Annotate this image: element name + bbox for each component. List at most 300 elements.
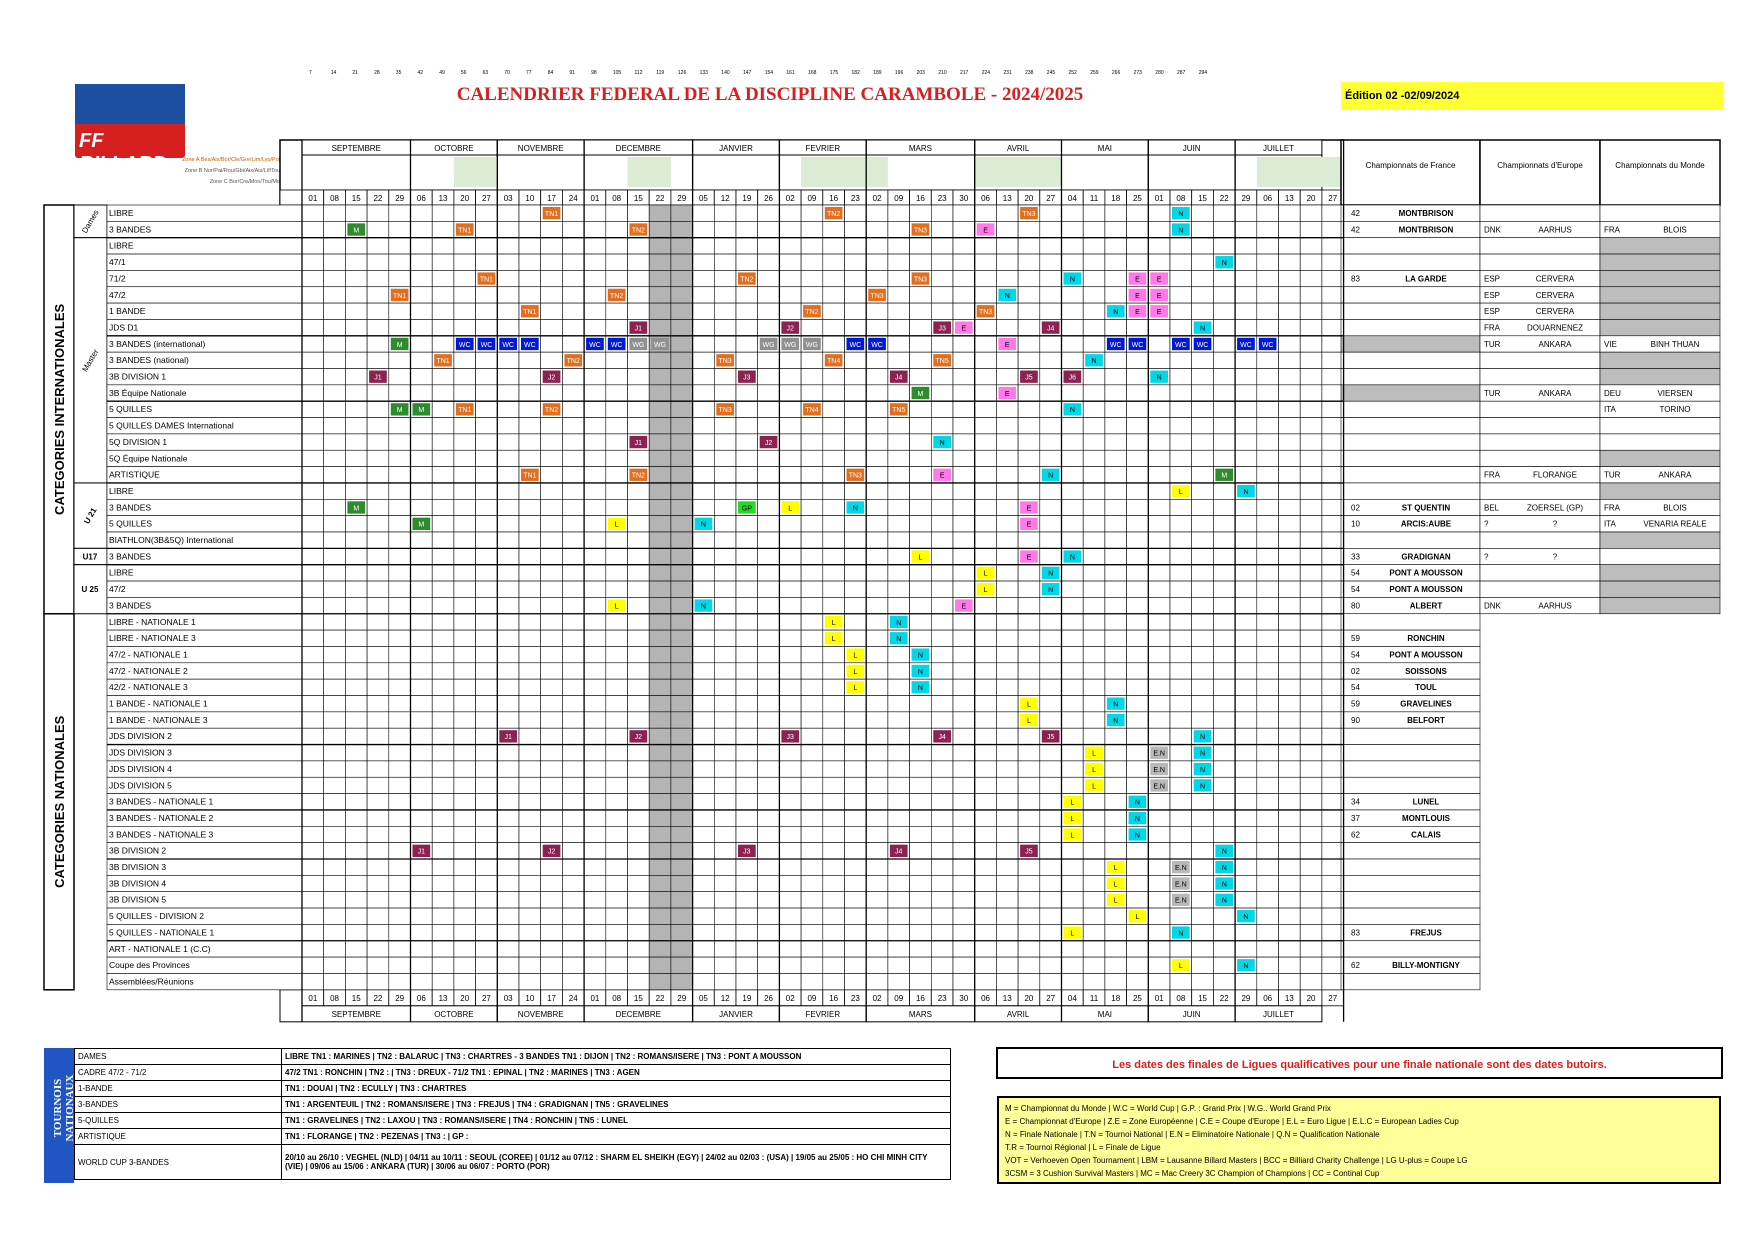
grid-cell [541,924,563,940]
grid-cell [866,499,888,515]
grid-cell [1322,369,1344,385]
grid-cell [1257,254,1279,270]
day-label: 13 [438,194,448,203]
grid-cell [1322,548,1344,564]
grid-cell [1127,516,1149,532]
grid-cell [1235,385,1257,401]
grid-cell [1300,973,1322,989]
grid-cell [1300,859,1322,875]
grid-cell [562,630,584,646]
event-label: WC [849,341,862,349]
grid-cell [432,369,454,385]
grid-cell [779,630,801,646]
grid-cell [454,728,476,744]
grid-cell [1018,826,1040,842]
grid-cell [1105,270,1127,286]
grid-cell [454,745,476,761]
grid-cell [1279,924,1301,940]
grid-cell [1018,450,1040,466]
top-number: 14 [330,70,337,76]
grid-cell [606,499,628,515]
day-label: 27 [1046,993,1056,1003]
grid-cell [367,696,389,712]
grid-cell [345,418,367,434]
grid-cell [693,859,715,875]
event-label: N [939,439,945,447]
day-label: 20 [1306,993,1316,1003]
grid-cell [845,418,867,434]
grid-cell [302,973,324,989]
grid-cell [1105,663,1127,679]
row-name: LIBRE [109,240,134,251]
event-label: TN2 [544,407,559,415]
grid-cell [649,516,671,532]
grid-cell [910,418,932,434]
grid-cell [1062,483,1084,499]
monde-cell [1600,205,1720,221]
grid-cell [758,238,780,254]
grid-cell [953,499,975,515]
grid-cell [519,892,541,908]
grid-cell [931,646,953,662]
grid-cell [779,581,801,597]
grid-cell [1083,712,1105,728]
grid-cell [823,794,845,810]
grid-cell [1062,679,1084,695]
grid-cell [823,499,845,515]
grid-cell [1170,434,1192,450]
grid-cell [302,614,324,630]
grid-cell [476,450,498,466]
grid-cell [1279,614,1301,630]
grid-cell [1083,597,1105,613]
grid-cell [910,287,932,303]
grid-cell [411,303,433,319]
grid-cell [324,548,346,564]
grid-cell [823,761,845,777]
grid-cell [801,908,823,924]
grid-cell [649,892,671,908]
grid-cell [910,238,932,254]
grid-cell [1040,499,1062,515]
grid-cell [801,369,823,385]
grid-cell [1322,892,1344,908]
grid-cell [367,810,389,826]
top-number: 42 [417,70,424,76]
grid-cell [801,826,823,842]
grid-cell [1170,597,1192,613]
grid-cell [345,973,367,989]
grid-cell [1192,941,1214,957]
day-label: 22 [373,194,383,203]
grid-cell [1257,696,1279,712]
grid-cell [1322,418,1344,434]
grid-cell [1018,794,1040,810]
grid-cell [779,597,801,613]
grid-cell [454,614,476,630]
grid-cell [476,973,498,989]
europe-country: FRA [1484,323,1500,333]
event-label: L [1092,783,1097,791]
grid-cell [931,418,953,434]
grid-cell [1127,352,1149,368]
tournois-category: CADRE 47/2 - 71/2 [75,1065,282,1081]
grid-cell [628,614,650,630]
grid-cell [996,270,1018,286]
grid-cell [1148,810,1170,826]
grid-cell [432,483,454,499]
france-cell [1341,794,1480,810]
grid-cell [324,532,346,548]
grid-cell [1170,646,1192,662]
grid-cell [432,973,454,989]
grid-cell [1170,679,1192,695]
grid-cell [324,418,346,434]
grid-cell [801,532,823,548]
grid-cell [1213,205,1235,221]
grid-cell [562,270,584,286]
grid-cell [432,810,454,826]
grid-cell [649,941,671,957]
grid-cell [649,679,671,695]
event-label: L [614,521,619,529]
grid-cell [758,924,780,940]
grid-cell [324,238,346,254]
grid-cell [1170,516,1192,532]
grid-cell [1257,303,1279,319]
grid-cell [1192,875,1214,891]
france-dept: 54 [1351,650,1360,660]
grid-cell [845,794,867,810]
grid-cell [562,843,584,859]
grid-cell [1040,597,1062,613]
grid-cell [714,483,736,499]
grid-cell [736,238,758,254]
day-label: 18 [1111,194,1121,203]
grid-cell [302,516,324,532]
grid-cell [476,777,498,793]
event-label: L [1178,488,1183,496]
month-label: MAI [1097,144,1113,153]
grid-cell [823,957,845,973]
grid-cell [519,581,541,597]
grid-cell [432,450,454,466]
grid-cell [606,679,628,695]
day-label: 02 [785,993,795,1003]
grid-cell [910,483,932,499]
event-label: N [1221,260,1227,268]
grid-cell [758,352,780,368]
grid-cell [1062,532,1084,548]
event-label: WG [805,341,818,349]
grid-cell [1040,369,1062,385]
grid-cell [1257,238,1279,254]
grid-cell [671,761,693,777]
grid-cell [910,712,932,728]
day-label: 23 [937,194,947,203]
grid-cell [1018,483,1040,499]
day-label: 12 [720,993,730,1003]
grid-cell [1040,875,1062,891]
grid-cell [671,941,693,957]
day-label: 20 [1306,194,1316,203]
grid-cell [367,826,389,842]
grid-cell [1148,238,1170,254]
grid-cell [693,434,715,450]
grid-cell [1018,859,1040,875]
grid-cell [888,450,910,466]
grid-cell [1279,663,1301,679]
grid-cell [1279,973,1301,989]
grid-cell [1322,565,1344,581]
grid-cell [1235,826,1257,842]
grid-cell [931,810,953,826]
monde-city: VENARIA REALE [1643,519,1707,529]
grid-cell [606,810,628,826]
grid-cell [823,450,845,466]
grid-cell [497,303,519,319]
grid-cell [1192,581,1214,597]
grid-cell [758,843,780,859]
event-label: L [1092,766,1097,774]
grid-cell [693,418,715,434]
grid-cell [541,270,563,286]
europe-cell [1480,401,1600,417]
grid-cell [779,646,801,662]
tournois-row [75,1065,951,1081]
france-city: PONT A MOUSSON [1389,650,1463,660]
grid-cell [324,287,346,303]
grid-cell [606,254,628,270]
grid-cell [628,696,650,712]
grid-cell [649,794,671,810]
grid-cell [389,875,411,891]
grid-cell [324,499,346,515]
row-name: 3B DIVISION 5 [109,894,167,905]
grid-cell [736,565,758,581]
top-number: 182 [851,70,860,76]
grid-cell [845,450,867,466]
grid-cell [411,761,433,777]
grid-cell [736,892,758,908]
grid-cell [1192,221,1214,237]
grid-cell [1300,434,1322,450]
grid-cell [671,319,693,335]
event-label: E.N [1153,783,1165,791]
grid-cell [628,745,650,761]
day-label: 27 [1328,993,1338,1003]
grid-cell [606,712,628,728]
grid-cell [628,777,650,793]
grid-cell [845,908,867,924]
grid-cell [628,369,650,385]
grid-cell [1083,973,1105,989]
grid-cell [1148,924,1170,940]
grid-cell [1300,728,1322,744]
day-label: 02 [785,194,795,203]
grid-cell [476,532,498,548]
grid-cell [1083,646,1105,662]
grid-cell [606,352,628,368]
grid-cell [389,369,411,385]
tournois-category: 1-BANDE [75,1081,282,1097]
grid-cell [302,794,324,810]
event-label: N [1069,276,1075,284]
grid-cell [367,401,389,417]
grid-cell [649,597,671,613]
grid-cell [1213,826,1235,842]
grid-cell [541,532,563,548]
grid-cell [584,712,606,728]
grid-cell [736,352,758,368]
grid-cell [996,810,1018,826]
grid-cell [1322,434,1344,450]
grid-cell [671,287,693,303]
grid-cell [1213,973,1235,989]
grid-cell [1105,238,1127,254]
grid-cell [714,270,736,286]
grid-cell [996,892,1018,908]
grid-cell [888,483,910,499]
grid-cell [931,663,953,679]
grid-cell [497,548,519,564]
grid-cell [910,499,932,515]
grid-cell [910,941,932,957]
grid-cell [649,712,671,728]
grid-cell [1062,777,1084,793]
grid-cell [693,630,715,646]
grid-cell [758,859,780,875]
grid-cell [1127,532,1149,548]
grid-cell [302,548,324,564]
grid-cell [606,401,628,417]
row-name: 47/1 [109,257,126,268]
grid-cell [801,696,823,712]
grid-cell [649,221,671,237]
row-name: 3 BANDES - NATIONALE 2 [109,812,214,823]
event-label: J6 [1068,374,1077,382]
grid-cell [1300,205,1322,221]
grid-cell [910,696,932,712]
grid-cell [345,319,367,335]
grid-cell [1279,696,1301,712]
grid-cell [1192,369,1214,385]
row-name: 42/2 - NATIONALE 3 [109,682,188,693]
grid-cell [1235,892,1257,908]
grid-cell [1148,418,1170,434]
grid-cell [996,581,1018,597]
grid-cell [1148,843,1170,859]
grid-cell [541,336,563,352]
grid-cell [671,810,693,826]
grid-cell [975,597,997,613]
row-name: 3 BANDES - NATIONALE 1 [109,796,214,807]
row-name: 3 BANDES [109,600,152,611]
france-dept: 10 [1351,519,1360,529]
grid-cell [628,238,650,254]
grid-cell [910,794,932,810]
grid-cell [910,892,932,908]
grid-cell [541,614,563,630]
grid-cell [1127,385,1149,401]
grid-cell [888,712,910,728]
grid-cell [1279,319,1301,335]
grid-cell [671,303,693,319]
grid-cell [758,646,780,662]
grid-cell [736,728,758,744]
grid-cell [1148,221,1170,237]
monde-cell [1600,287,1720,303]
grid-cell [584,597,606,613]
europe-city: DOUARNENEZ [1526,323,1584,333]
grid-cell [1235,270,1257,286]
grid-cell [411,221,433,237]
grid-cell [389,777,411,793]
grid-cell [562,908,584,924]
grid-cell [1235,712,1257,728]
grid-cell [1170,303,1192,319]
grid-cell [519,401,541,417]
grid-cell [714,892,736,908]
grid-cell [324,352,346,368]
grid-cell [1300,908,1322,924]
grid-cell [866,418,888,434]
grid-cell [345,892,367,908]
grid-cell [845,221,867,237]
monde-cell [1600,254,1720,270]
grid-cell [649,467,671,483]
grid-cell [975,434,997,450]
grid-cell [1062,908,1084,924]
grid-cell [1105,826,1127,842]
grid-cell [628,941,650,957]
event-label: N [852,505,858,513]
grid-cell [1279,794,1301,810]
day-label: 23 [850,194,860,203]
grid-cell [779,418,801,434]
grid-cell [302,892,324,908]
grid-cell [1213,646,1235,662]
grid-cell [888,352,910,368]
grid-cell [519,254,541,270]
grid-cell [1235,565,1257,581]
grid-cell [888,794,910,810]
grid-cell [1235,614,1257,630]
grid-cell [953,924,975,940]
grid-cell [910,581,932,597]
grid-cell [584,418,606,434]
event-label: TN1 [458,227,472,235]
grid-cell [1322,483,1344,499]
grid-cell [1257,843,1279,859]
grid-cell [866,303,888,319]
grid-cell [1018,908,1040,924]
france-dept: 54 [1351,683,1360,693]
grid-cell [1040,548,1062,564]
grid-cell [302,270,324,286]
grid-cell [758,483,780,499]
grid-cell [1083,565,1105,581]
grid-cell [1279,597,1301,613]
grid-cell [693,499,715,515]
grid-cell [1148,630,1170,646]
grid-cell [367,352,389,368]
grid-cell [845,875,867,891]
grid-cell [801,254,823,270]
event-label: L [1092,750,1097,758]
grid-cell [714,450,736,466]
grid-cell [1083,679,1105,695]
